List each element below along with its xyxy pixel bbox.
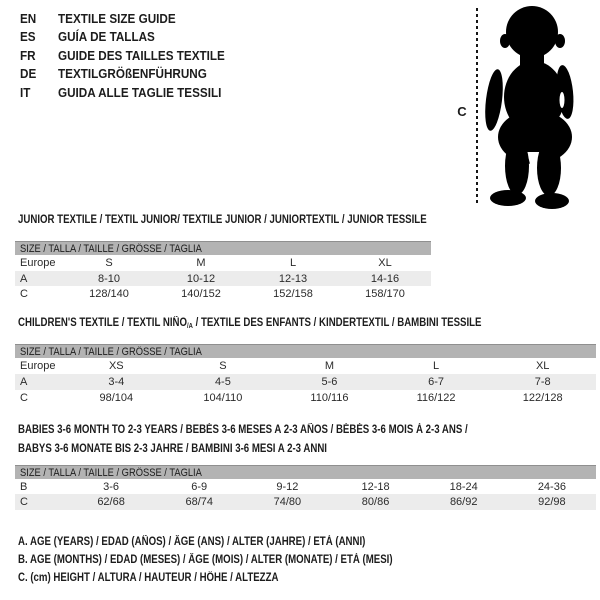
language-title: GUÍA DE TALLAS xyxy=(58,29,155,45)
size-cell: L xyxy=(433,360,440,372)
language-row xyxy=(20,28,243,46)
legend-line-b: B. AGE (MONTHS) / EDAD (MESES) / ÂGE (MOIS) / ALTER (MONATE) / ETÀ (MESI) xyxy=(18,554,393,567)
value-cell: 3-4 xyxy=(63,374,170,390)
language-code: EN xyxy=(20,11,37,26)
table-row xyxy=(15,358,596,374)
language-title: GUIDE DES TAILLES TEXTILE xyxy=(58,47,225,63)
table-row xyxy=(15,479,596,494)
size-header-row xyxy=(15,242,431,256)
language-list xyxy=(20,10,243,102)
size-cell: M xyxy=(196,257,206,269)
value-cell: 98/104 xyxy=(99,392,134,404)
title-subscript: /A xyxy=(187,323,193,330)
children-size-table xyxy=(15,344,596,406)
value-cell: 5-6 xyxy=(276,374,383,390)
language-row xyxy=(20,10,243,28)
table-row xyxy=(15,494,596,510)
value-cell: 122/128 xyxy=(522,392,563,404)
size-cell: XL xyxy=(378,257,392,269)
value-cell: 62/68 xyxy=(67,494,155,510)
value-cell: 158/170 xyxy=(365,287,405,300)
height-dashed-line xyxy=(476,8,478,206)
row-label-cell: Europe xyxy=(20,360,56,372)
value-cell: 18-24 xyxy=(449,480,478,493)
table-row xyxy=(15,271,431,286)
value-cell: 24-36 xyxy=(537,480,566,493)
value-cell: 128/140 xyxy=(89,287,129,300)
size-cell: XL xyxy=(535,360,550,372)
size-header-cell: SIZE / TALLA / TAILLE / GRÖSSE / TAGLIA xyxy=(15,242,431,256)
legend-line-a: A. AGE (YEARS) / EDAD (AÑOS) / ÂGE (ANS) / ALTER (JAHRE) / ETÀ (ANNI) xyxy=(18,536,366,548)
language-row xyxy=(20,84,243,102)
value-cell: 116/122 xyxy=(416,392,456,404)
language-row xyxy=(20,47,243,65)
size-cell: XS xyxy=(108,360,124,372)
value-cell: 9-12 xyxy=(276,480,299,493)
row-label-cell: C xyxy=(20,392,28,404)
row-label-cell: Europe xyxy=(20,257,56,269)
language-title: TEXTILGRÖßENFÜHRUNG xyxy=(58,66,207,82)
value-cell: 14-16 xyxy=(339,271,431,286)
babies-section-title: BABIES 3-6 MONTH TO 2-3 YEARS / BEBÉS 3-6 MESES A 2-3 AÑOS / BÉBÉS 3-6 MOIS À 2-3 ANS / BABYS 3-6 MONATE BIS 2-3 JAHRE / BAMBINI 3-6 MESI A 2-3 ANNI xyxy=(18,424,468,455)
junior-section-title: JUNIOR TEXTILE / TEXTIL JUNIOR/ TEXTILE JUNIOR / JUNIORTEXTIL / JUNIOR TESSILE xyxy=(18,214,427,226)
value-cell: 3-6 xyxy=(103,480,120,493)
value-cell: 104/110 xyxy=(203,392,243,404)
size-cell: S xyxy=(105,257,113,269)
table-row xyxy=(15,286,431,301)
size-cell: S xyxy=(219,360,227,372)
legend xyxy=(18,533,464,588)
language-code: DE xyxy=(20,66,37,82)
row-label-cell: A xyxy=(15,374,63,390)
value-cell: 6-9 xyxy=(191,480,208,493)
language-title: GUIDA ALLE TAGLIE TESSILI xyxy=(58,84,222,100)
value-cell: 74/80 xyxy=(243,494,331,510)
value-cell: 6-7 xyxy=(383,374,490,390)
row-label-cell: C xyxy=(15,494,67,510)
table-row xyxy=(15,374,596,390)
value-cell: 8-10 xyxy=(63,271,155,286)
value-cell: 140/152 xyxy=(181,287,221,300)
value-cell: 4-5 xyxy=(170,374,277,390)
babies-size-table xyxy=(15,465,596,510)
legend-line-c: C. (cm) HEIGHT / ALTURA / HAUTEUR / HÖHE / ALTEZZA xyxy=(18,572,279,585)
language-row xyxy=(20,65,243,83)
size-cell: L xyxy=(289,257,297,269)
value-cell: 92/98 xyxy=(508,494,596,510)
junior-size-table xyxy=(15,241,431,301)
value-cell: 12-18 xyxy=(361,480,390,493)
children-section-title: CHILDREN'S TEXTILE / TEXTIL $NIÑO_{/A}$ / TEXTILE DES ENFANTS / KINDERTEXTIL / BAMBINI TESSILE xyxy=(18,317,482,330)
language-code: FR xyxy=(20,47,36,63)
language-title: TEXTILE SIZE GUIDE xyxy=(58,11,176,26)
row-label-cell: B xyxy=(20,480,28,493)
value-cell: 7-8 xyxy=(489,374,596,390)
table-row xyxy=(15,255,431,271)
value-cell: 80/86 xyxy=(331,494,419,510)
value-cell: 10-12 xyxy=(155,271,247,286)
height-measure-label: C xyxy=(457,104,467,119)
size-header-cell: SIZE / TALLA / TAILLE / GRÖSSE / TAGLIA xyxy=(15,345,596,359)
value-cell: 86/92 xyxy=(420,494,508,510)
value-cell: 110/116 xyxy=(310,392,349,404)
value-cell: 12-13 xyxy=(247,271,339,286)
value-cell: 68/74 xyxy=(155,494,243,510)
value-cell: 152/158 xyxy=(273,287,313,300)
language-code: IT xyxy=(20,84,31,100)
table-row xyxy=(15,390,596,406)
baby-silhouette-icon xyxy=(484,4,596,210)
size-header-row xyxy=(15,466,596,480)
size-header-cell: SIZE / TALLA / TAILLE / GRÖSSE / TAGLIA xyxy=(15,466,596,480)
size-header-row xyxy=(15,345,596,359)
size-cell: M xyxy=(324,360,335,372)
language-code: ES xyxy=(20,29,36,45)
row-label-cell: C xyxy=(20,287,28,300)
row-label-cell: A xyxy=(15,271,63,286)
